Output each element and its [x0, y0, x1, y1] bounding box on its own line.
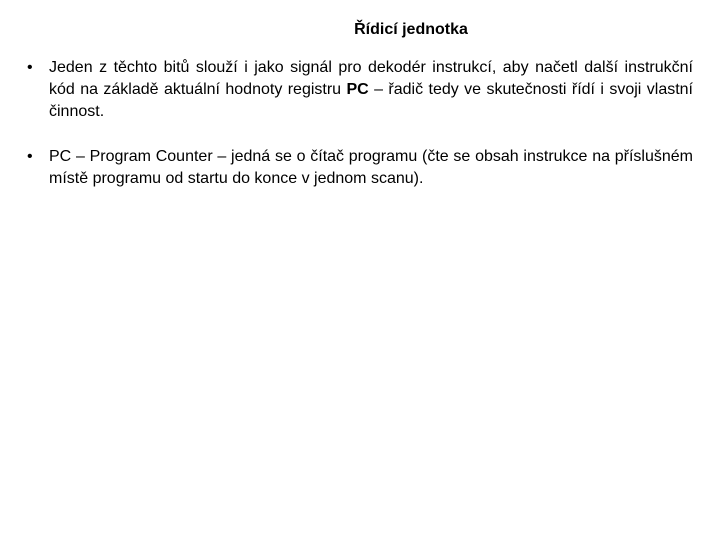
bullet-text-2: PC – Program Counter – jedná se o čítač programu (čte se obsah instrukce na příslušném místě programu od startu do konce v jednom scanu).	[49, 148, 693, 187]
bullet-item-2	[0, 146, 720, 190]
bullet-marker: •	[27, 148, 33, 165]
bullet-text-1	[49, 57, 693, 123]
pc-register-term: PC	[346, 81, 369, 98]
bullet-1-text-start: Jeden z těchto bitů slouží i jako signál pro dekodér instrukcí, aby načetl další instrukční kód na základě aktuální hodnoty registru	[49, 59, 693, 98]
bullet-item-1	[0, 57, 720, 123]
slide-title: Řídicí jednotka	[354, 21, 468, 38]
bullet-1-text-end: – řadič tedy ve skutečnosti řídí i svoji vlastní činnost.	[49, 81, 694, 120]
bullet-marker: •	[27, 59, 33, 76]
bullet-list	[0, 57, 720, 213]
